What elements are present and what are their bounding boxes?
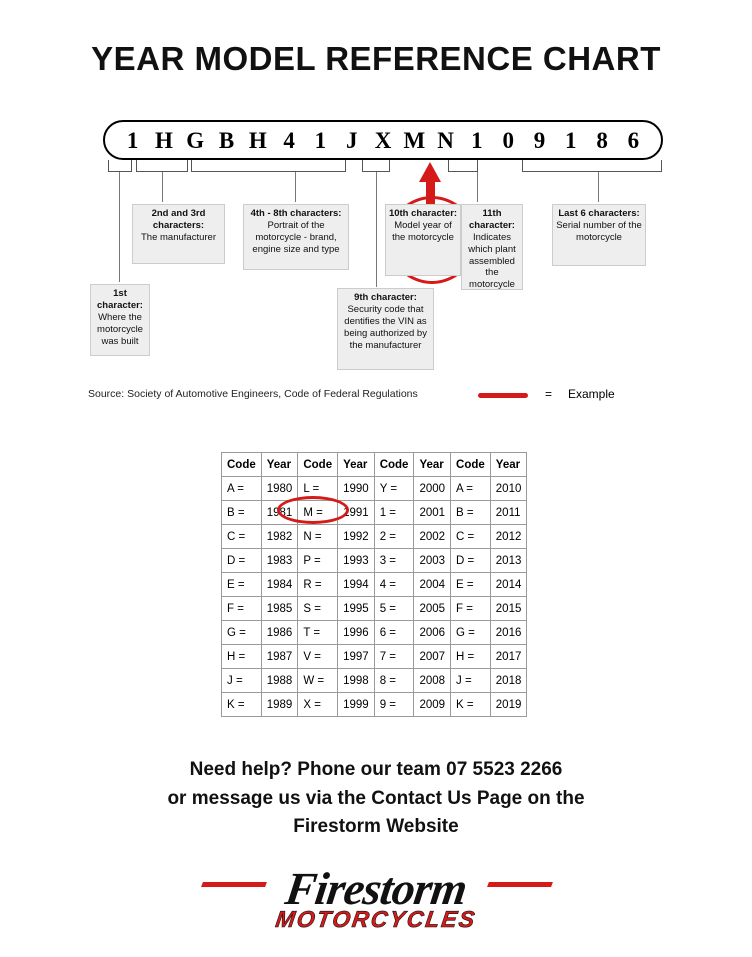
year-cell: 1990 — [338, 477, 375, 501]
callout-body: Portrait of the motorcycle - brand, engine size and type — [252, 219, 340, 255]
vin-character: 1 — [126, 127, 139, 153]
year-cell: 1985 — [261, 597, 298, 621]
callout-body: Security code that dentifies the VIN as being authorized by the manufacturer — [344, 303, 427, 351]
vin-character: 1 — [471, 127, 483, 153]
vin-character: 1 — [314, 127, 327, 153]
code-cell: B = — [451, 501, 491, 525]
code-cell: B = — [222, 501, 262, 525]
vin-character: 0 — [502, 127, 514, 153]
year-cell: 2019 — [490, 693, 527, 717]
callout-last-six-characters — [552, 204, 646, 266]
year-cell: 1993 — [338, 549, 375, 573]
vin-character: B — [218, 127, 235, 153]
vin-character: H — [248, 127, 267, 153]
year-cell: 2006 — [414, 621, 451, 645]
code-cell: 8 = — [374, 669, 414, 693]
help-line-2: or message us via the Contact Us Page on the — [167, 787, 585, 809]
vin-character: 6 — [627, 127, 640, 153]
year-cell: 1999 — [338, 693, 375, 717]
callout-body: Where the motorcycle was built — [97, 311, 143, 347]
bracket-second-third-characters — [136, 160, 188, 172]
year-cell: 1981 — [261, 501, 298, 525]
code-cell: R = — [298, 573, 338, 597]
table-row — [222, 669, 527, 693]
bracket-eleventh-character — [448, 160, 478, 172]
vin-character: H — [155, 127, 173, 153]
table-row — [222, 573, 527, 597]
vin-character-model-year: M — [403, 127, 426, 153]
vin-character: 9 — [533, 127, 546, 153]
table-row — [222, 645, 527, 669]
year-cell: 1989 — [261, 693, 298, 717]
year-code-table-wrapper — [221, 452, 527, 717]
help-message — [0, 756, 752, 842]
code-cell: 3 = — [374, 549, 414, 573]
code-cell: C = — [451, 525, 491, 549]
year-cell: 2013 — [490, 549, 527, 573]
year-cell: 2007 — [414, 645, 451, 669]
year-cell: 1987 — [261, 645, 298, 669]
callout-body: The manufacturer — [141, 231, 216, 243]
code-cell: D = — [451, 549, 491, 573]
code-cell: A = — [222, 477, 262, 501]
legend-example-swatch — [478, 393, 528, 398]
callout-heading: 11th character: — [469, 208, 515, 231]
column-header: Year — [261, 453, 298, 477]
legend-example-label: Example — [568, 387, 615, 401]
column-header: Year — [338, 453, 375, 477]
year-cell: 2001 — [414, 501, 451, 525]
code-cell: 4 = — [374, 573, 414, 597]
year-cell: 2018 — [490, 669, 527, 693]
code-cell: G = — [451, 621, 491, 645]
help-line-3: Firestorm Website — [293, 816, 459, 837]
leader-second-third-characters — [162, 172, 163, 202]
table-row — [222, 525, 527, 549]
column-header: Code — [298, 453, 338, 477]
code-cell: W = — [298, 669, 338, 693]
code-cell: K = — [451, 693, 491, 717]
year-cell: 2012 — [490, 525, 527, 549]
code-cell: F = — [222, 597, 262, 621]
year-cell-highlighted: 1991 — [338, 501, 375, 525]
year-cell: 2003 — [414, 549, 451, 573]
code-cell: A = — [451, 477, 491, 501]
code-cell: T = — [298, 621, 338, 645]
leader-ninth-character — [376, 172, 377, 287]
vin-character: 4 — [283, 127, 295, 153]
bracket-last-six-characters — [522, 160, 662, 172]
code-cell: C = — [222, 525, 262, 549]
callout-heading: 2nd and 3rd characters: — [151, 208, 206, 231]
code-cell: G = — [222, 621, 262, 645]
page-title: YEAR MODEL REFERENCE CHART — [91, 40, 661, 77]
table-row — [222, 693, 527, 717]
year-cell: 2004 — [414, 573, 451, 597]
year-cell: 2005 — [414, 597, 451, 621]
callout-heading: 4th - 8th characters: — [250, 208, 342, 219]
callout-heading: 1st character: — [97, 288, 143, 311]
vin-character: 1 — [565, 127, 577, 153]
logo-wordmark: Firestorm — [282, 863, 470, 914]
column-header: Code — [374, 453, 414, 477]
leader-first-character — [119, 172, 120, 282]
year-cell: 2015 — [490, 597, 527, 621]
year-cell: 2009 — [414, 693, 451, 717]
source-note: Source: Society of Automotive Engineers, Code of Federal Regulations — [88, 388, 418, 400]
code-cell: H = — [451, 645, 491, 669]
code-cell: V = — [298, 645, 338, 669]
vin-character: J — [345, 127, 358, 153]
year-cell: 1997 — [338, 645, 375, 669]
column-header: Year — [414, 453, 451, 477]
year-cell: 1996 — [338, 621, 375, 645]
table-row — [222, 621, 527, 645]
column-header: Code — [222, 453, 262, 477]
code-cell: 9 = — [374, 693, 414, 717]
callout-heading: 9th character: — [354, 292, 417, 303]
callout-heading: Last 6 characters: — [558, 208, 640, 219]
callout-body: Serial number of the motorcycle — [556, 219, 642, 243]
year-cell: 1983 — [261, 549, 298, 573]
year-cell: 1995 — [338, 597, 375, 621]
code-cell: Y = — [374, 477, 414, 501]
callout-body: Indicates which plant assembled the motorcycle — [468, 231, 516, 291]
callout-first-character — [90, 284, 150, 356]
year-cell: 2008 — [414, 669, 451, 693]
year-cell: 1984 — [261, 573, 298, 597]
code-cell: D = — [222, 549, 262, 573]
table-row — [222, 501, 527, 525]
column-header: Year — [490, 453, 527, 477]
year-cell: 1982 — [261, 525, 298, 549]
table-row — [222, 549, 527, 573]
leader-fourth-eighth-characters — [295, 172, 296, 202]
help-line-1: Need help? Phone our team 07 5523 2266 — [189, 759, 563, 780]
vin-character: G — [186, 127, 205, 153]
code-cell: 2 = — [374, 525, 414, 549]
code-cell: J = — [222, 669, 262, 693]
callout-heading: 10th character: — [388, 208, 458, 219]
code-cell: K = — [222, 693, 262, 717]
callout-body: Model year of the motorcycle — [392, 219, 454, 243]
year-cell: 1992 — [338, 525, 375, 549]
logo-subtitle: MOTORCYCLES — [273, 906, 479, 932]
vin-character: X — [374, 127, 392, 153]
vin-number-bar — [103, 120, 663, 160]
year-code-table — [221, 452, 527, 717]
year-cell: 2017 — [490, 645, 527, 669]
code-cell: N = — [298, 525, 338, 549]
year-cell: 2000 — [414, 477, 451, 501]
code-cell: 1 = — [374, 501, 414, 525]
vin-character: N — [437, 127, 454, 153]
callout-fourth-eighth-characters — [243, 204, 349, 270]
year-cell: 2014 — [490, 573, 527, 597]
year-cell: 1994 — [338, 573, 375, 597]
code-cell: 5 = — [374, 597, 414, 621]
firestorm-logo — [196, 862, 556, 934]
callout-second-third-characters — [132, 204, 225, 264]
code-cell: 6 = — [374, 621, 414, 645]
table-row — [222, 477, 527, 501]
year-cell: 2002 — [414, 525, 451, 549]
bracket-ninth-character — [362, 160, 390, 172]
code-cell: J = — [451, 669, 491, 693]
year-cell: 2010 — [490, 477, 527, 501]
leader-eleventh-character — [477, 172, 478, 202]
code-cell: S = — [298, 597, 338, 621]
vin-character: 8 — [596, 127, 608, 153]
table-row — [222, 597, 527, 621]
year-cell: 1988 — [261, 669, 298, 693]
column-header: Code — [451, 453, 491, 477]
bracket-first-character — [108, 160, 132, 172]
year-cell: 1980 — [261, 477, 298, 501]
code-cell: H = — [222, 645, 262, 669]
code-cell: E = — [222, 573, 262, 597]
code-cell: 7 = — [374, 645, 414, 669]
callout-ninth-character — [337, 288, 434, 370]
code-cell: P = — [298, 549, 338, 573]
callout-tenth-character — [385, 204, 461, 276]
year-cell: 2011 — [490, 501, 527, 525]
callout-eleventh-character — [461, 204, 523, 290]
leader-last-six-characters — [598, 172, 599, 202]
year-cell: 1998 — [338, 669, 375, 693]
code-cell-highlighted: M = — [298, 501, 338, 525]
table-header-row — [222, 453, 527, 477]
code-cell: F = — [451, 597, 491, 621]
year-cell: 2016 — [490, 621, 527, 645]
code-cell: E = — [451, 573, 491, 597]
bracket-fourth-eighth-characters — [191, 160, 346, 172]
year-cell: 1986 — [261, 621, 298, 645]
code-cell: L = — [298, 477, 338, 501]
legend-equals-sign: = — [545, 387, 553, 401]
code-cell: X = — [298, 693, 338, 717]
